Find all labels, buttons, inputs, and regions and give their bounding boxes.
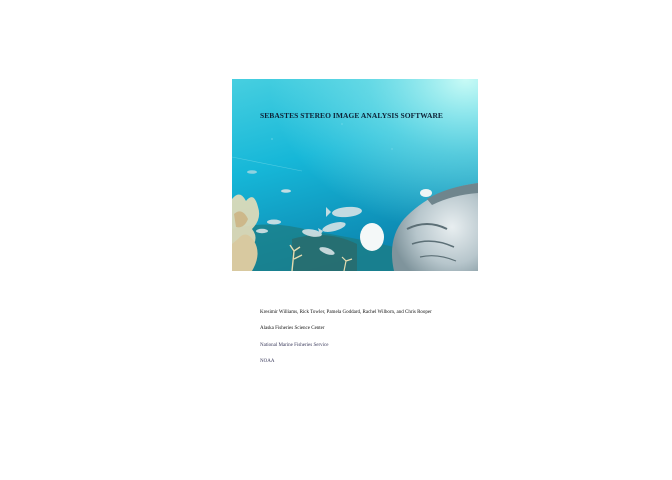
agency-line: NOAA <box>260 359 275 364</box>
service-line: National Marine Fisheries Service <box>260 343 329 348</box>
document-title: SEBASTES STEREO IMAGE ANALYSIS SOFTWARE <box>260 111 443 120</box>
underwater-rockfish-photo <box>232 79 478 271</box>
authors-line: Kresimir Williams, Rick Towler, Pamela Goddard, Rachel Wilborn, and Chris Rooper <box>260 310 432 315</box>
science-center-line: Alaska Fisheries Science Center <box>260 326 325 331</box>
cover-photo <box>232 79 478 271</box>
